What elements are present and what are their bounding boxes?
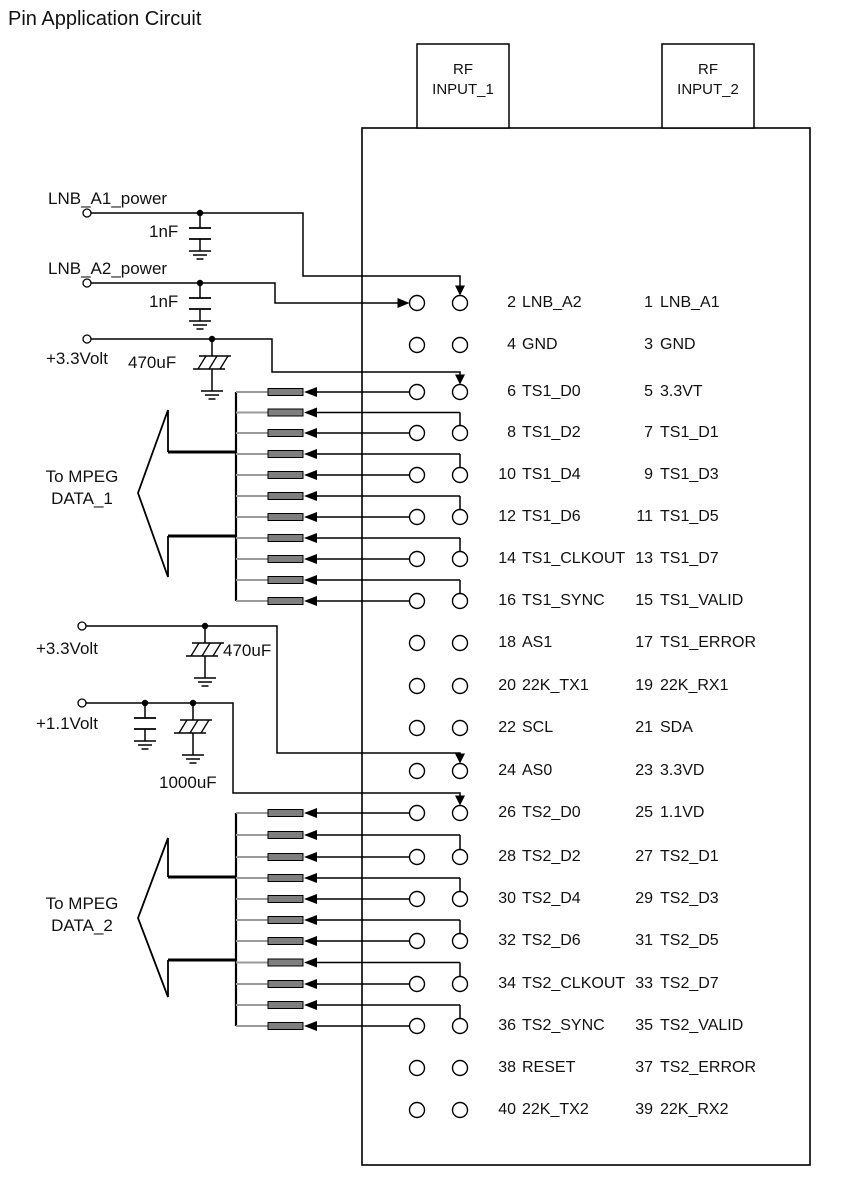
pin-circle-right [453, 892, 468, 907]
pin-number: 3 [644, 336, 653, 353]
arrowhead-down [455, 796, 465, 806]
pin-circle-right [453, 1103, 468, 1118]
resistor [268, 854, 303, 861]
terminal-circle [78, 622, 86, 630]
pin-name: TS1_D4 [522, 466, 581, 483]
pin-circle-left [410, 892, 425, 907]
pin-name: SCL [522, 719, 554, 736]
arrowhead-left [304, 915, 317, 925]
pin-name: TS1_D5 [660, 508, 719, 525]
capacitor-hatch [220, 356, 228, 369]
pin-number: 36 [498, 1017, 516, 1034]
pin-number: 38 [498, 1059, 516, 1076]
mpeg-data1-line1: To MPEG [45, 467, 119, 486]
arrowhead-left [304, 575, 317, 585]
pin-name: TS2_D5 [660, 932, 719, 949]
capacitor-hatch [202, 643, 210, 656]
arrowhead-left [304, 408, 317, 418]
mpeg-data2-line1: To MPEG [45, 894, 119, 913]
pin-circle-right [453, 510, 468, 525]
mpeg-data1-caption [26, 466, 138, 510]
pin-number: 18 [498, 634, 516, 651]
pin-name: RESET [522, 1059, 576, 1076]
arrowhead-left [304, 1000, 317, 1010]
pin-number: 33 [635, 975, 653, 992]
resistor [268, 917, 303, 924]
pin-circle-left [410, 468, 425, 483]
arrowhead-left [304, 533, 317, 543]
rf-input-2-line1: RF [698, 61, 718, 78]
pin-name: TS1_D2 [522, 424, 581, 441]
pin-name: GND [522, 336, 558, 353]
pin-circle-right [453, 636, 468, 651]
resistor [268, 451, 303, 458]
pin-name: TS1_D1 [660, 424, 719, 441]
pin-circle-right [453, 594, 468, 609]
pin-circle-left [410, 721, 425, 736]
arrowhead-left [304, 894, 317, 904]
pin-number: 14 [498, 550, 516, 567]
pin-name: TS1_D7 [660, 550, 719, 567]
arrowhead-left [304, 470, 317, 480]
lnb-a2-cap-value: 1nF [149, 292, 179, 311]
pin-name: GND [660, 336, 696, 353]
capacitor-hatch [201, 720, 209, 733]
pin-circle-left [410, 636, 425, 651]
pin-number: 28 [498, 848, 516, 865]
pin-name: 22K_RX1 [660, 677, 729, 694]
pin-number: 34 [498, 975, 516, 992]
lnb-a2-power-label: LNB_A2_power [48, 259, 168, 278]
pin-name: LNB_A2 [522, 294, 582, 311]
terminal-circle [83, 209, 91, 217]
pin-name: 3.3VD [660, 762, 705, 779]
pin-number: 1 [644, 294, 653, 311]
pin-circle-right [453, 934, 468, 949]
pin-number: 23 [635, 762, 653, 779]
pin-number: 29 [635, 890, 653, 907]
pin-number: 39 [635, 1101, 653, 1118]
pin-name: TS1_D3 [660, 466, 719, 483]
v11-cap-value: 1000uF [159, 773, 217, 792]
pin-circle-right [453, 850, 468, 865]
arrowhead-down [455, 375, 465, 385]
pin-circle-left [410, 1103, 425, 1118]
pin-circle-left [410, 850, 425, 865]
resistor [268, 1002, 303, 1009]
arrowhead-right [398, 298, 410, 308]
arrowhead-left [304, 958, 317, 968]
pin-name: TS1_D6 [522, 508, 581, 525]
pin-circle-left [410, 510, 425, 525]
resistor [268, 535, 303, 542]
arrowhead-left [304, 936, 317, 946]
pin-number: 6 [507, 383, 516, 400]
resistor [268, 1023, 303, 1030]
pin-number: 5 [644, 383, 653, 400]
pin-circle-left [410, 426, 425, 441]
resistor [268, 409, 303, 416]
v33-top-label: +3.3Volt [46, 349, 108, 368]
resistor [268, 472, 303, 479]
v33-top-cap-value: 470uF [128, 353, 177, 372]
pin-circle-right [453, 385, 468, 400]
pin-name: LNB_A1 [660, 294, 720, 311]
pin-number: 13 [635, 550, 653, 567]
capacitor-hatch [198, 356, 206, 369]
pin-name: TS2_D2 [522, 848, 581, 865]
pin-circle-left [410, 1061, 425, 1076]
pin-number: 26 [498, 804, 516, 821]
pin-number: 16 [498, 592, 516, 609]
pin-name: TS1_ERROR [660, 634, 757, 651]
arrowhead-left [304, 1021, 317, 1031]
pin-number: 37 [635, 1059, 653, 1076]
pin-circle-left [410, 977, 425, 992]
pin-name: TS2_CLKOUT [522, 975, 626, 992]
arrowhead-left [304, 491, 317, 501]
resistor [268, 875, 303, 882]
pin-name: TS2_D1 [660, 848, 719, 865]
pin-number: 9 [644, 466, 653, 483]
rf-input-1-line1: RF [453, 61, 473, 78]
page-title: Pin Application Circuit [8, 8, 202, 30]
pin-number: 21 [635, 719, 653, 736]
pin-name: TS1_D0 [522, 383, 581, 400]
pin-name: TS2_VALID [660, 1017, 744, 1034]
v33-mid-label: +3.3Volt [36, 639, 98, 658]
rf-input-2-label [662, 60, 754, 100]
pin-name: AS1 [522, 634, 553, 651]
pin-circle-left [410, 679, 425, 694]
arrowhead-left [304, 512, 317, 522]
resistor [268, 556, 303, 563]
arrowhead-left [304, 428, 317, 438]
arrowhead-left [304, 873, 317, 883]
pin-number: 35 [635, 1017, 653, 1034]
pin-circle-right [453, 977, 468, 992]
pin-number: 31 [635, 932, 653, 949]
pin-number: 10 [498, 466, 516, 483]
pin-name: AS0 [522, 762, 553, 779]
pin-name: TS1_CLKOUT [522, 550, 626, 567]
pin-circle-right [453, 764, 468, 779]
pin-number: 24 [498, 762, 516, 779]
arrowhead-down [455, 286, 465, 296]
resistor [268, 598, 303, 605]
pin-name: 3.3VT [660, 383, 703, 400]
resistor [268, 896, 303, 903]
pin-number: 32 [498, 932, 516, 949]
pin-name: 22K_TX1 [522, 677, 589, 694]
capacitor-hatch [213, 643, 221, 656]
pin-name: TS1_SYNC [522, 592, 605, 609]
pin-circle-left [410, 594, 425, 609]
pin-name: TS2_D3 [660, 890, 719, 907]
pin-name: TS2_D4 [522, 890, 581, 907]
pin-number: 27 [635, 848, 653, 865]
resistor [268, 938, 303, 945]
mpeg-arrow-outline [138, 838, 168, 997]
pin-name: TS2_ERROR [660, 1059, 757, 1076]
arrowhead-left [304, 852, 317, 862]
pin-circle-left [410, 764, 425, 779]
pin-name: TS2_SYNC [522, 1017, 605, 1034]
arrowhead-down [455, 754, 465, 764]
pin-circle-left [410, 385, 425, 400]
mpeg-data2-caption [26, 893, 138, 937]
rf-input-1-line2: INPUT_1 [432, 81, 494, 98]
mpeg-data2-line2: DATA_2 [51, 916, 113, 935]
capacitor-hatch [191, 643, 199, 656]
arrowhead-left [304, 808, 317, 818]
mpeg-arrow-outline [138, 410, 168, 577]
resistor [268, 810, 303, 817]
pin-circle-left [410, 806, 425, 821]
resistor [268, 832, 303, 839]
rf-input-2-line2: INPUT_2 [677, 81, 739, 98]
resistor [268, 959, 303, 966]
v11-label: +1.1Volt [36, 714, 98, 733]
pin-number: 17 [635, 634, 653, 651]
capacitor-hatch [190, 720, 198, 733]
v33-mid-cap-value: 470uF [223, 641, 272, 660]
pin-circle-right [453, 1019, 468, 1034]
pin-circle-left [410, 296, 425, 311]
pin-name: TS2_D0 [522, 804, 581, 821]
pin-circle-left [410, 1019, 425, 1034]
pin-number: 4 [507, 336, 516, 353]
pin-name: 1.1VD [660, 804, 705, 821]
wire [91, 283, 398, 303]
pin-circle-right [453, 679, 468, 694]
resistor [268, 577, 303, 584]
arrowhead-left [304, 449, 317, 459]
resistor [268, 430, 303, 437]
resistor [268, 389, 303, 396]
terminal-circle [83, 279, 91, 287]
pin-name: TS2_D6 [522, 932, 581, 949]
pin-circle-right [453, 296, 468, 311]
pin-name: TS2_D7 [660, 975, 719, 992]
pin-number: 7 [644, 424, 653, 441]
arrowhead-left [304, 596, 317, 606]
pin-circle-right [453, 721, 468, 736]
pin-circle-right [453, 426, 468, 441]
pin-number: 20 [498, 677, 516, 694]
pin-name: 22K_RX2 [660, 1101, 729, 1118]
pin-number: 30 [498, 890, 516, 907]
pin-circle-right [453, 552, 468, 567]
lnb-a1-cap-value: 1nF [149, 222, 179, 241]
resistor [268, 981, 303, 988]
capacitor-hatch [209, 356, 217, 369]
arrowhead-left [304, 554, 317, 564]
pin-number: 11 [636, 508, 653, 525]
pin-circle-left [410, 552, 425, 567]
pin-number: 8 [507, 424, 516, 441]
pin-name: 22K_TX2 [522, 1101, 589, 1118]
mpeg-data1-line2: DATA_1 [51, 489, 113, 508]
capacitor-hatch [179, 720, 187, 733]
arrowhead-left [304, 387, 317, 397]
pin-circle-right [453, 806, 468, 821]
pin-name: SDA [660, 719, 693, 736]
pin-number: 2 [507, 294, 516, 311]
pin-circle-left [410, 338, 425, 353]
pin-number: 22 [498, 719, 516, 736]
wire [86, 626, 460, 754]
pin-number: 25 [635, 804, 653, 821]
pin-circle-right [453, 1061, 468, 1076]
rf-input-1-label [417, 60, 509, 100]
pin-number: 19 [635, 677, 653, 694]
pin-name: TS1_VALID [660, 592, 744, 609]
lnb-a1-power-label: LNB_A1_power [48, 189, 168, 208]
pin-number: 40 [498, 1101, 516, 1118]
pin-number: 12 [498, 508, 516, 525]
terminal-circle [78, 699, 86, 707]
resistor [268, 514, 303, 521]
pin-number: 15 [635, 592, 653, 609]
pin-circle-right [453, 338, 468, 353]
pin-circle-right [453, 468, 468, 483]
pin-circle-left [410, 934, 425, 949]
arrowhead-left [304, 979, 317, 989]
terminal-circle [83, 335, 91, 343]
resistor [268, 493, 303, 500]
arrowhead-left [304, 830, 317, 840]
